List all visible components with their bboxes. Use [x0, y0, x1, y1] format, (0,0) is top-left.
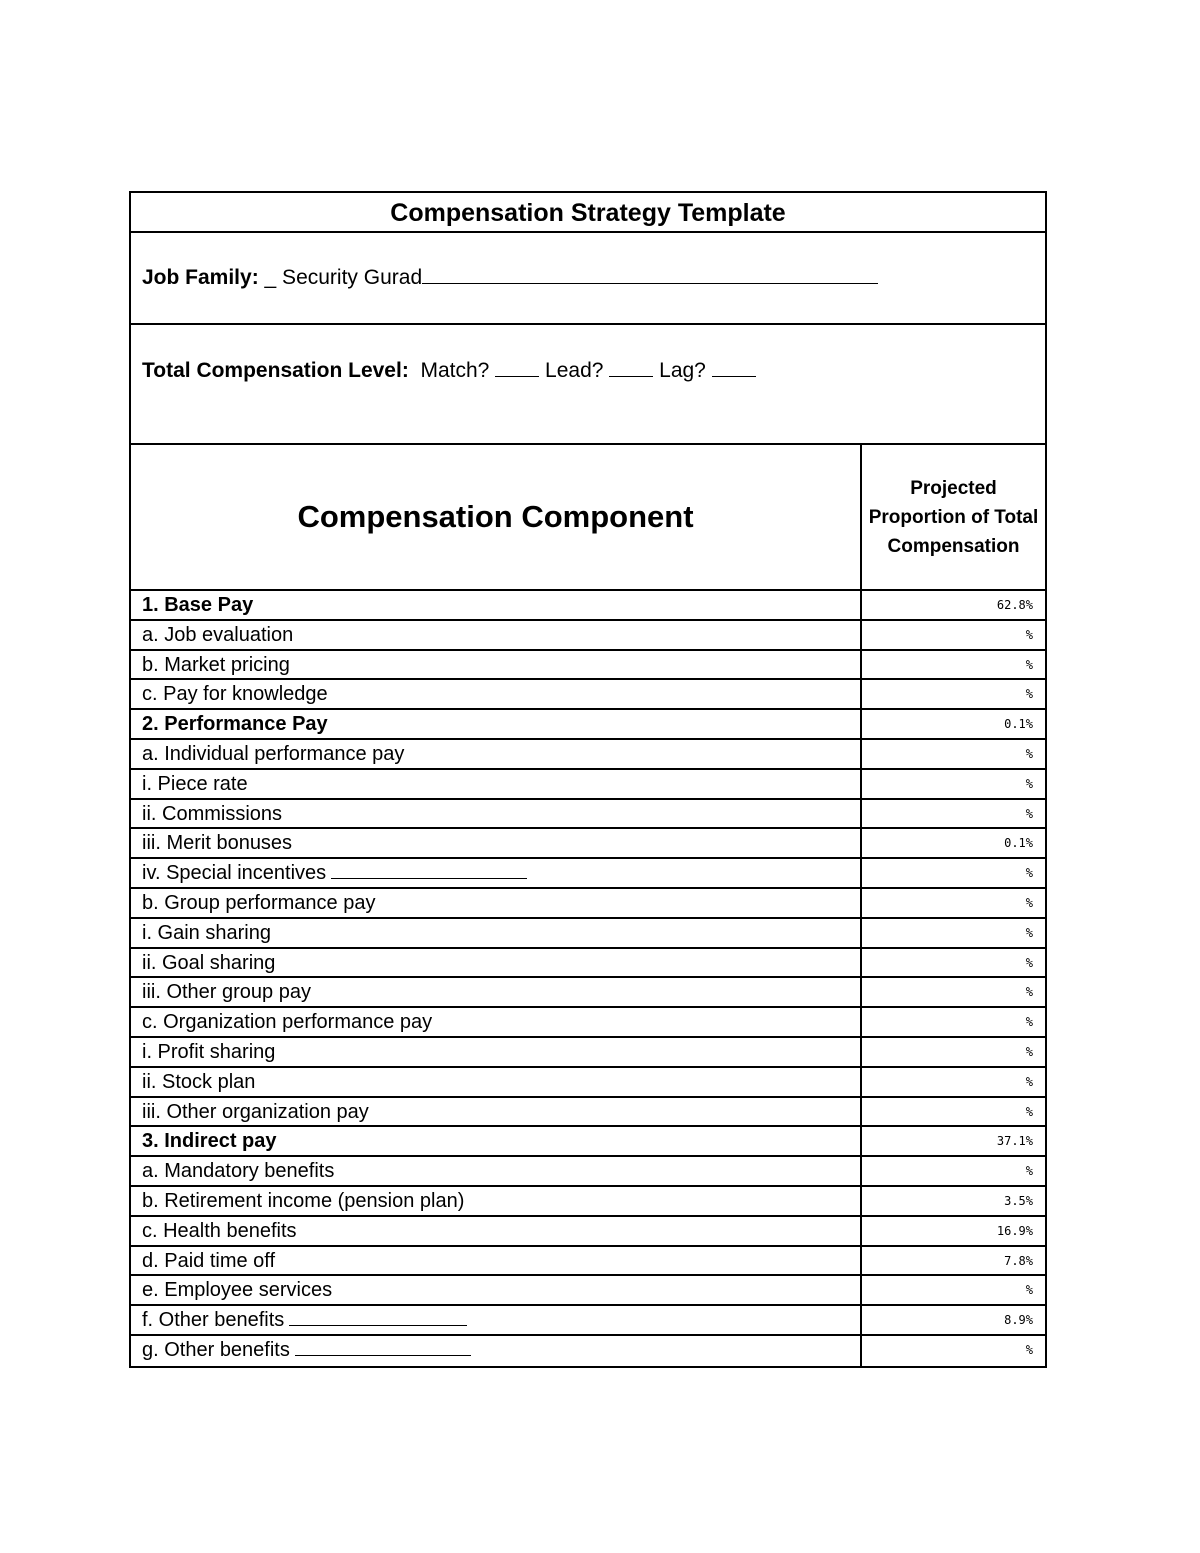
component-label-text: i. Gain sharing — [142, 921, 271, 944]
table-row — [131, 1247, 1045, 1277]
table-row — [131, 621, 1045, 651]
table-row — [131, 1157, 1045, 1187]
compensation-strategy-table — [129, 191, 1047, 1368]
proportion-value[interactable]: 62.8% — [996, 598, 1033, 612]
proportion-value[interactable]: 37.1% — [996, 1134, 1033, 1149]
table-row — [131, 949, 1045, 979]
table-row — [131, 1187, 1045, 1217]
table-row — [131, 978, 1045, 1008]
table-row — [131, 800, 1045, 830]
component-label — [131, 740, 862, 768]
component-label-text: b. Retirement income (pension plan) — [142, 1189, 465, 1212]
component-label — [131, 1276, 862, 1304]
lead-label: Lead? — [545, 359, 604, 382]
component-label-text: 3. Indirect pay — [142, 1130, 277, 1153]
table-header-row — [131, 445, 1045, 591]
lag-blank[interactable] — [712, 358, 756, 377]
proportion-value[interactable]: % — [1025, 1104, 1033, 1119]
proportion-value[interactable]: % — [1025, 895, 1033, 910]
proportion-value[interactable]: % — [1025, 627, 1033, 642]
component-label-text: iii. Other group pay — [142, 981, 311, 1004]
component-label — [131, 1247, 862, 1275]
proportion-value[interactable]: % — [1025, 1164, 1033, 1179]
table-row — [131, 1068, 1045, 1098]
column-header-component: Compensation Component — [131, 445, 862, 589]
component-label — [131, 710, 862, 738]
job-family-section — [131, 233, 1045, 325]
component-label-text: c. Pay for knowledge — [142, 683, 328, 706]
component-label — [131, 949, 862, 977]
table-row — [131, 859, 1045, 889]
total-compensation-level-section — [131, 325, 1045, 445]
lead-blank[interactable] — [609, 358, 653, 377]
component-label-text: c. Health benefits — [142, 1219, 297, 1242]
table-row — [131, 1336, 1045, 1366]
proportion-value[interactable]: % — [1025, 806, 1033, 821]
match-blank[interactable] — [495, 358, 539, 377]
table-row — [131, 1098, 1045, 1128]
component-label — [131, 591, 862, 619]
table-row — [131, 740, 1045, 770]
document-title: Compensation Strategy Template — [131, 193, 1045, 233]
table-row — [131, 1217, 1045, 1247]
component-label-text: 2. Performance Pay — [142, 713, 328, 736]
proportion-value[interactable]: % — [1025, 687, 1033, 702]
component-label — [131, 680, 862, 708]
component-label-text: ii. Stock plan — [142, 1070, 256, 1093]
component-label-text: 1. Base Pay — [142, 594, 254, 616]
proportion-value[interactable]: 8.9% — [1004, 1313, 1033, 1328]
table-row — [131, 1038, 1045, 1068]
proportion-value[interactable]: % — [1025, 955, 1033, 970]
component-label — [131, 800, 862, 828]
table-row — [131, 1276, 1045, 1306]
proportion-value[interactable]: % — [1025, 1044, 1033, 1059]
component-label-text: iii. Other organization pay — [142, 1100, 369, 1123]
proportion-value[interactable]: % — [1025, 1015, 1033, 1030]
other-benefit-blank-line[interactable] — [295, 1339, 471, 1356]
component-label — [131, 1127, 862, 1155]
component-label — [131, 1038, 862, 1066]
component-label — [131, 1217, 862, 1245]
proportion-value[interactable]: 7.8% — [1004, 1253, 1033, 1268]
table-row — [131, 919, 1045, 949]
proportion-value[interactable]: 0.1% — [1004, 836, 1033, 851]
component-label — [131, 651, 862, 679]
table-row — [131, 680, 1045, 710]
proportion-value[interactable]: % — [1025, 1342, 1033, 1357]
component-rows — [131, 591, 1045, 1366]
component-label-text: b. Market pricing — [142, 653, 290, 676]
component-label — [131, 770, 862, 798]
column-header-proportion: Projected Proportion of Total Compensation — [868, 477, 1039, 557]
component-label-text: iii. Merit bonuses — [142, 832, 293, 855]
component-label — [131, 1068, 862, 1096]
component-label — [131, 889, 862, 917]
component-label-text: i. Profit sharing — [142, 1040, 276, 1063]
job-family-value[interactable]: _ Security Gurad — [264, 266, 423, 289]
component-label — [131, 978, 862, 1006]
proportion-value[interactable]: 3.5% — [1004, 1193, 1033, 1208]
component-label — [131, 1157, 862, 1185]
proportion-value[interactable]: % — [1025, 776, 1033, 791]
table-row — [131, 1306, 1045, 1336]
proportion-value[interactable]: % — [1025, 1074, 1033, 1089]
component-label — [131, 829, 862, 857]
proportion-value[interactable]: % — [1025, 925, 1033, 940]
component-label-text: f. Other benefits — [142, 1309, 285, 1332]
proportion-value[interactable]: % — [1025, 985, 1033, 1000]
component-label — [131, 919, 862, 947]
component-label-text: ii. Commissions — [142, 802, 283, 825]
component-label-text: g. Other benefits — [142, 1338, 290, 1361]
component-label-text: a. Job evaluation — [142, 623, 294, 646]
component-label-text: a. Mandatory benefits — [142, 1160, 335, 1183]
table-row — [131, 1008, 1045, 1038]
lag-label: Lag? — [659, 359, 706, 382]
proportion-value[interactable]: % — [1025, 866, 1033, 881]
proportion-value[interactable]: 0.1% — [1004, 717, 1033, 732]
proportion-value[interactable]: % — [1025, 657, 1033, 672]
component-label-text: c. Organization performance pay — [142, 1011, 433, 1034]
other-benefit-blank-line[interactable] — [331, 862, 527, 879]
component-label — [131, 859, 862, 887]
component-label — [131, 1008, 862, 1036]
table-row — [131, 829, 1045, 859]
component-label-text: i. Piece rate — [142, 772, 248, 795]
component-label — [131, 1187, 862, 1215]
component-label-text: b. Group performance pay — [142, 891, 376, 914]
match-label: Match? — [420, 359, 490, 382]
component-label — [131, 1306, 862, 1334]
component-label — [131, 1098, 862, 1126]
proportion-value[interactable]: % — [1025, 1283, 1033, 1298]
table-row — [131, 591, 1045, 621]
component-label — [131, 1336, 862, 1366]
table-row — [131, 651, 1045, 681]
component-label — [131, 621, 862, 649]
total-compensation-label: Total Compensation Level: — [142, 359, 409, 382]
job-family-label: Job Family: — [142, 266, 259, 289]
component-label-text: iv. Special incentives — [142, 862, 327, 885]
table-row — [131, 1127, 1045, 1157]
component-label-text: d. Paid time off — [142, 1249, 276, 1272]
proportion-value[interactable]: 16.9% — [996, 1223, 1033, 1238]
other-benefit-blank-line[interactable] — [289, 1309, 467, 1326]
component-label-text: a. Individual performance pay — [142, 742, 405, 765]
table-row — [131, 770, 1045, 800]
table-row — [131, 710, 1045, 740]
proportion-value[interactable]: % — [1025, 746, 1033, 761]
component-label-text: e. Employee services — [142, 1279, 333, 1302]
table-row — [131, 889, 1045, 919]
job-family-blank-line — [422, 265, 878, 284]
component-label-text: ii. Goal sharing — [142, 951, 276, 974]
